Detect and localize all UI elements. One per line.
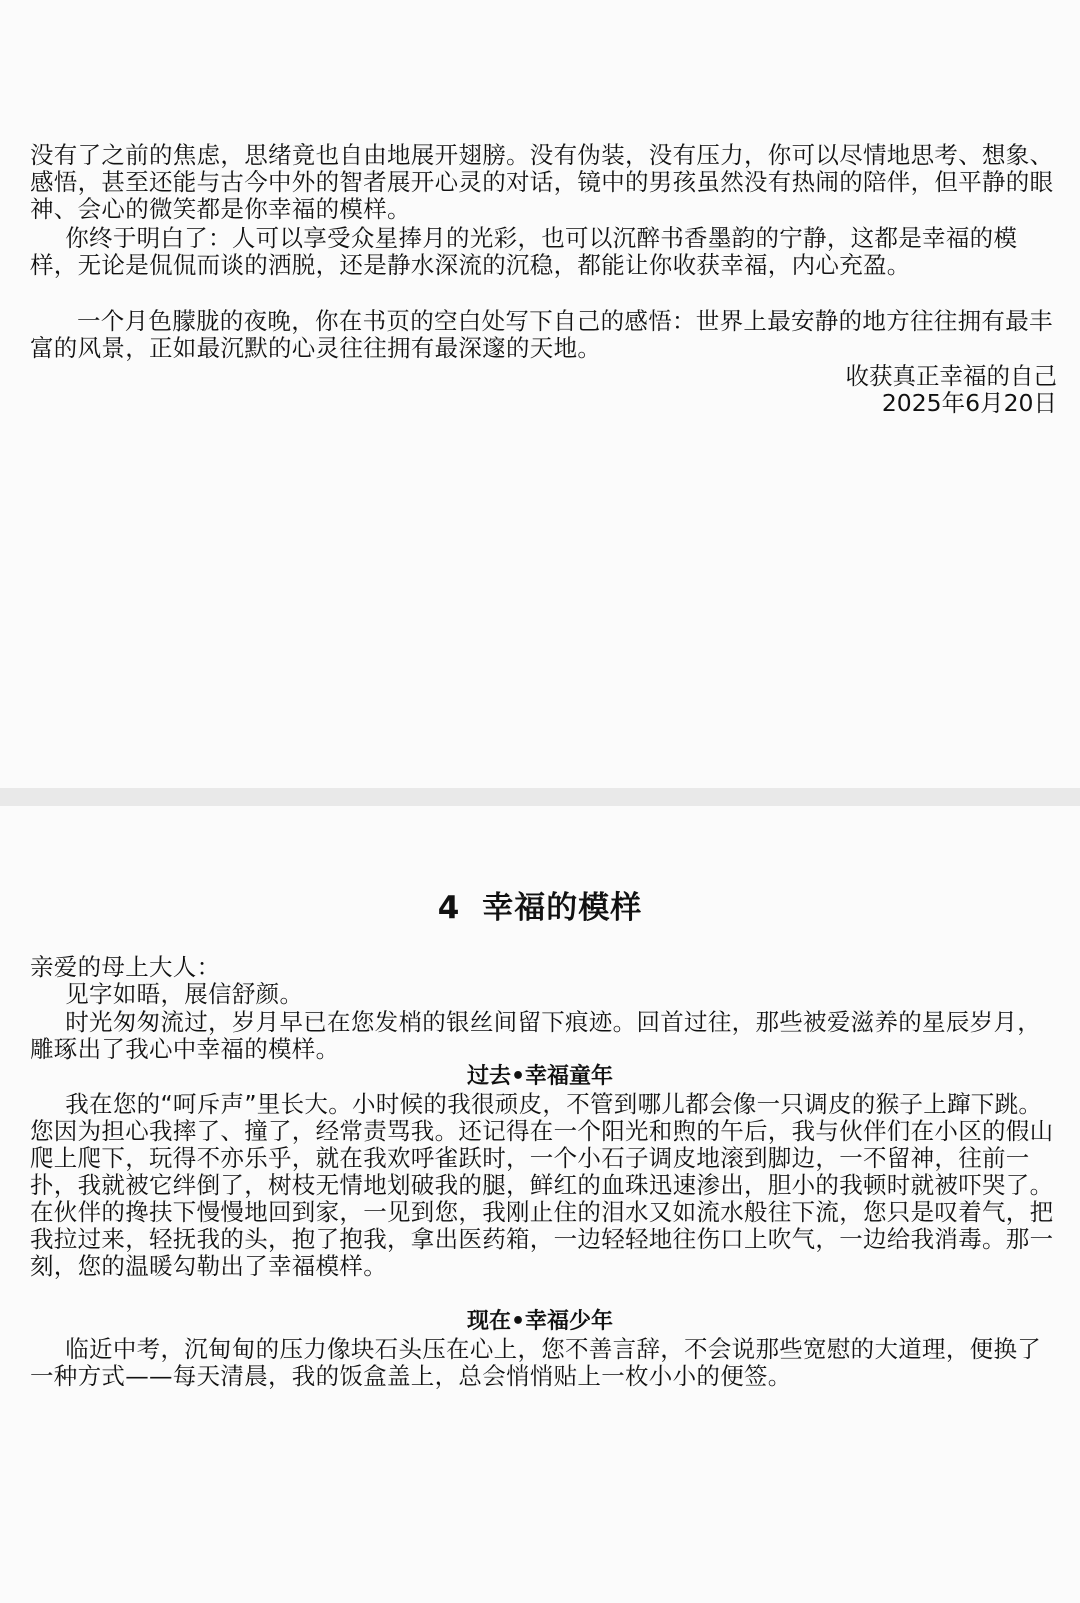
section-heading-past: 过去•幸福童年	[466, 1064, 614, 1089]
chapter-title	[0, 882, 1080, 927]
paragraph-childhood: 我在您的“呵斥声”里长大。小时候的我很顽皮，不管到哪儿都会像一只调皮的猴子上蹿下跳。您因为担心我摔了、撞了，经常责骂我。还记得在一个阳光和煦的午后，我与伙伴们在小区的假山爬上爬下，玩得不亦乐乎，就在我欢呼雀跃时，一个小石子调皮地滚到脚边，一不留神，往前一扑，我就被它绊倒了，树枝无情地划破我的腿，鲜红的血珠迅速渗出，胆小的我顿时就被吓哭了。在伙伴的搀扶下慢慢地回到家，一见到您，我刚止住的泪水又如流水般往下流，您只是叹着气，把我拉过来，轻抚我的头，抱了抱我，拿出医药箱，一边轻轻地往伤口上吹气，一边给我消毒。那一刻，您的温暖勾勒出了幸福模样。	[30, 1090, 1054, 1280]
greeting: 见字如晤，展信舒颜。	[65, 980, 304, 1008]
salutation: 亲爱的母上大人：	[30, 953, 221, 981]
chapter-number: 4	[437, 890, 461, 926]
chapter-title-text: 幸福的模样	[482, 890, 643, 926]
date: 2025年6月20日	[881, 389, 1057, 417]
paragraph-intro: 时光匆匆流过，岁月早已在您发梢的银丝间留下痕迹。回首过往，那些被爱滋养的星辰岁月，雕琢出了我心中幸福的模样。	[30, 1008, 1042, 1063]
paragraph-3: 一个月色朦胧的夜晚，你在书页的空白处写下自己的感悟：世界上最安静的地方往往拥有最丰富的风景，正如最沉默的心灵往往拥有最深邃的天地。	[30, 307, 1053, 362]
page-2	[0, 806, 1080, 1603]
paragraph-1: 没有了之前的焦虑，思绪竟也自由地展开翅膀。没有伪装，没有压力，你可以尽情地思考、想象、感悟，甚至还能与古今中外的智者展开心灵的对话，镜中的男孩虽然没有热闹的陪伴，但平静的眼神、会心的微笑都是你幸福的模样。	[30, 141, 1054, 223]
paragraph-present: 临近中考，沉甸甸的压力像块石头压在心上，您不善言辞，不会说那些宽慰的大道理，便换了一种方式——每天清晨，我的饭盒盖上，总会悄悄贴上一枚小小的便签。	[30, 1335, 1042, 1390]
paragraph-2: 你终于明白了：人可以享受众星捧月的光彩，也可以沉醉书香墨韵的宁静，这都是幸福的模样，无论是侃侃而谈的洒脱，还是静水深流的沉稳，都能让你收获幸福，内心充盈。	[30, 224, 1018, 279]
signature: 收获真正幸福的自己	[845, 362, 1057, 390]
section-heading-present: 现在•幸福少年	[466, 1309, 614, 1334]
page-1	[0, 0, 1080, 788]
